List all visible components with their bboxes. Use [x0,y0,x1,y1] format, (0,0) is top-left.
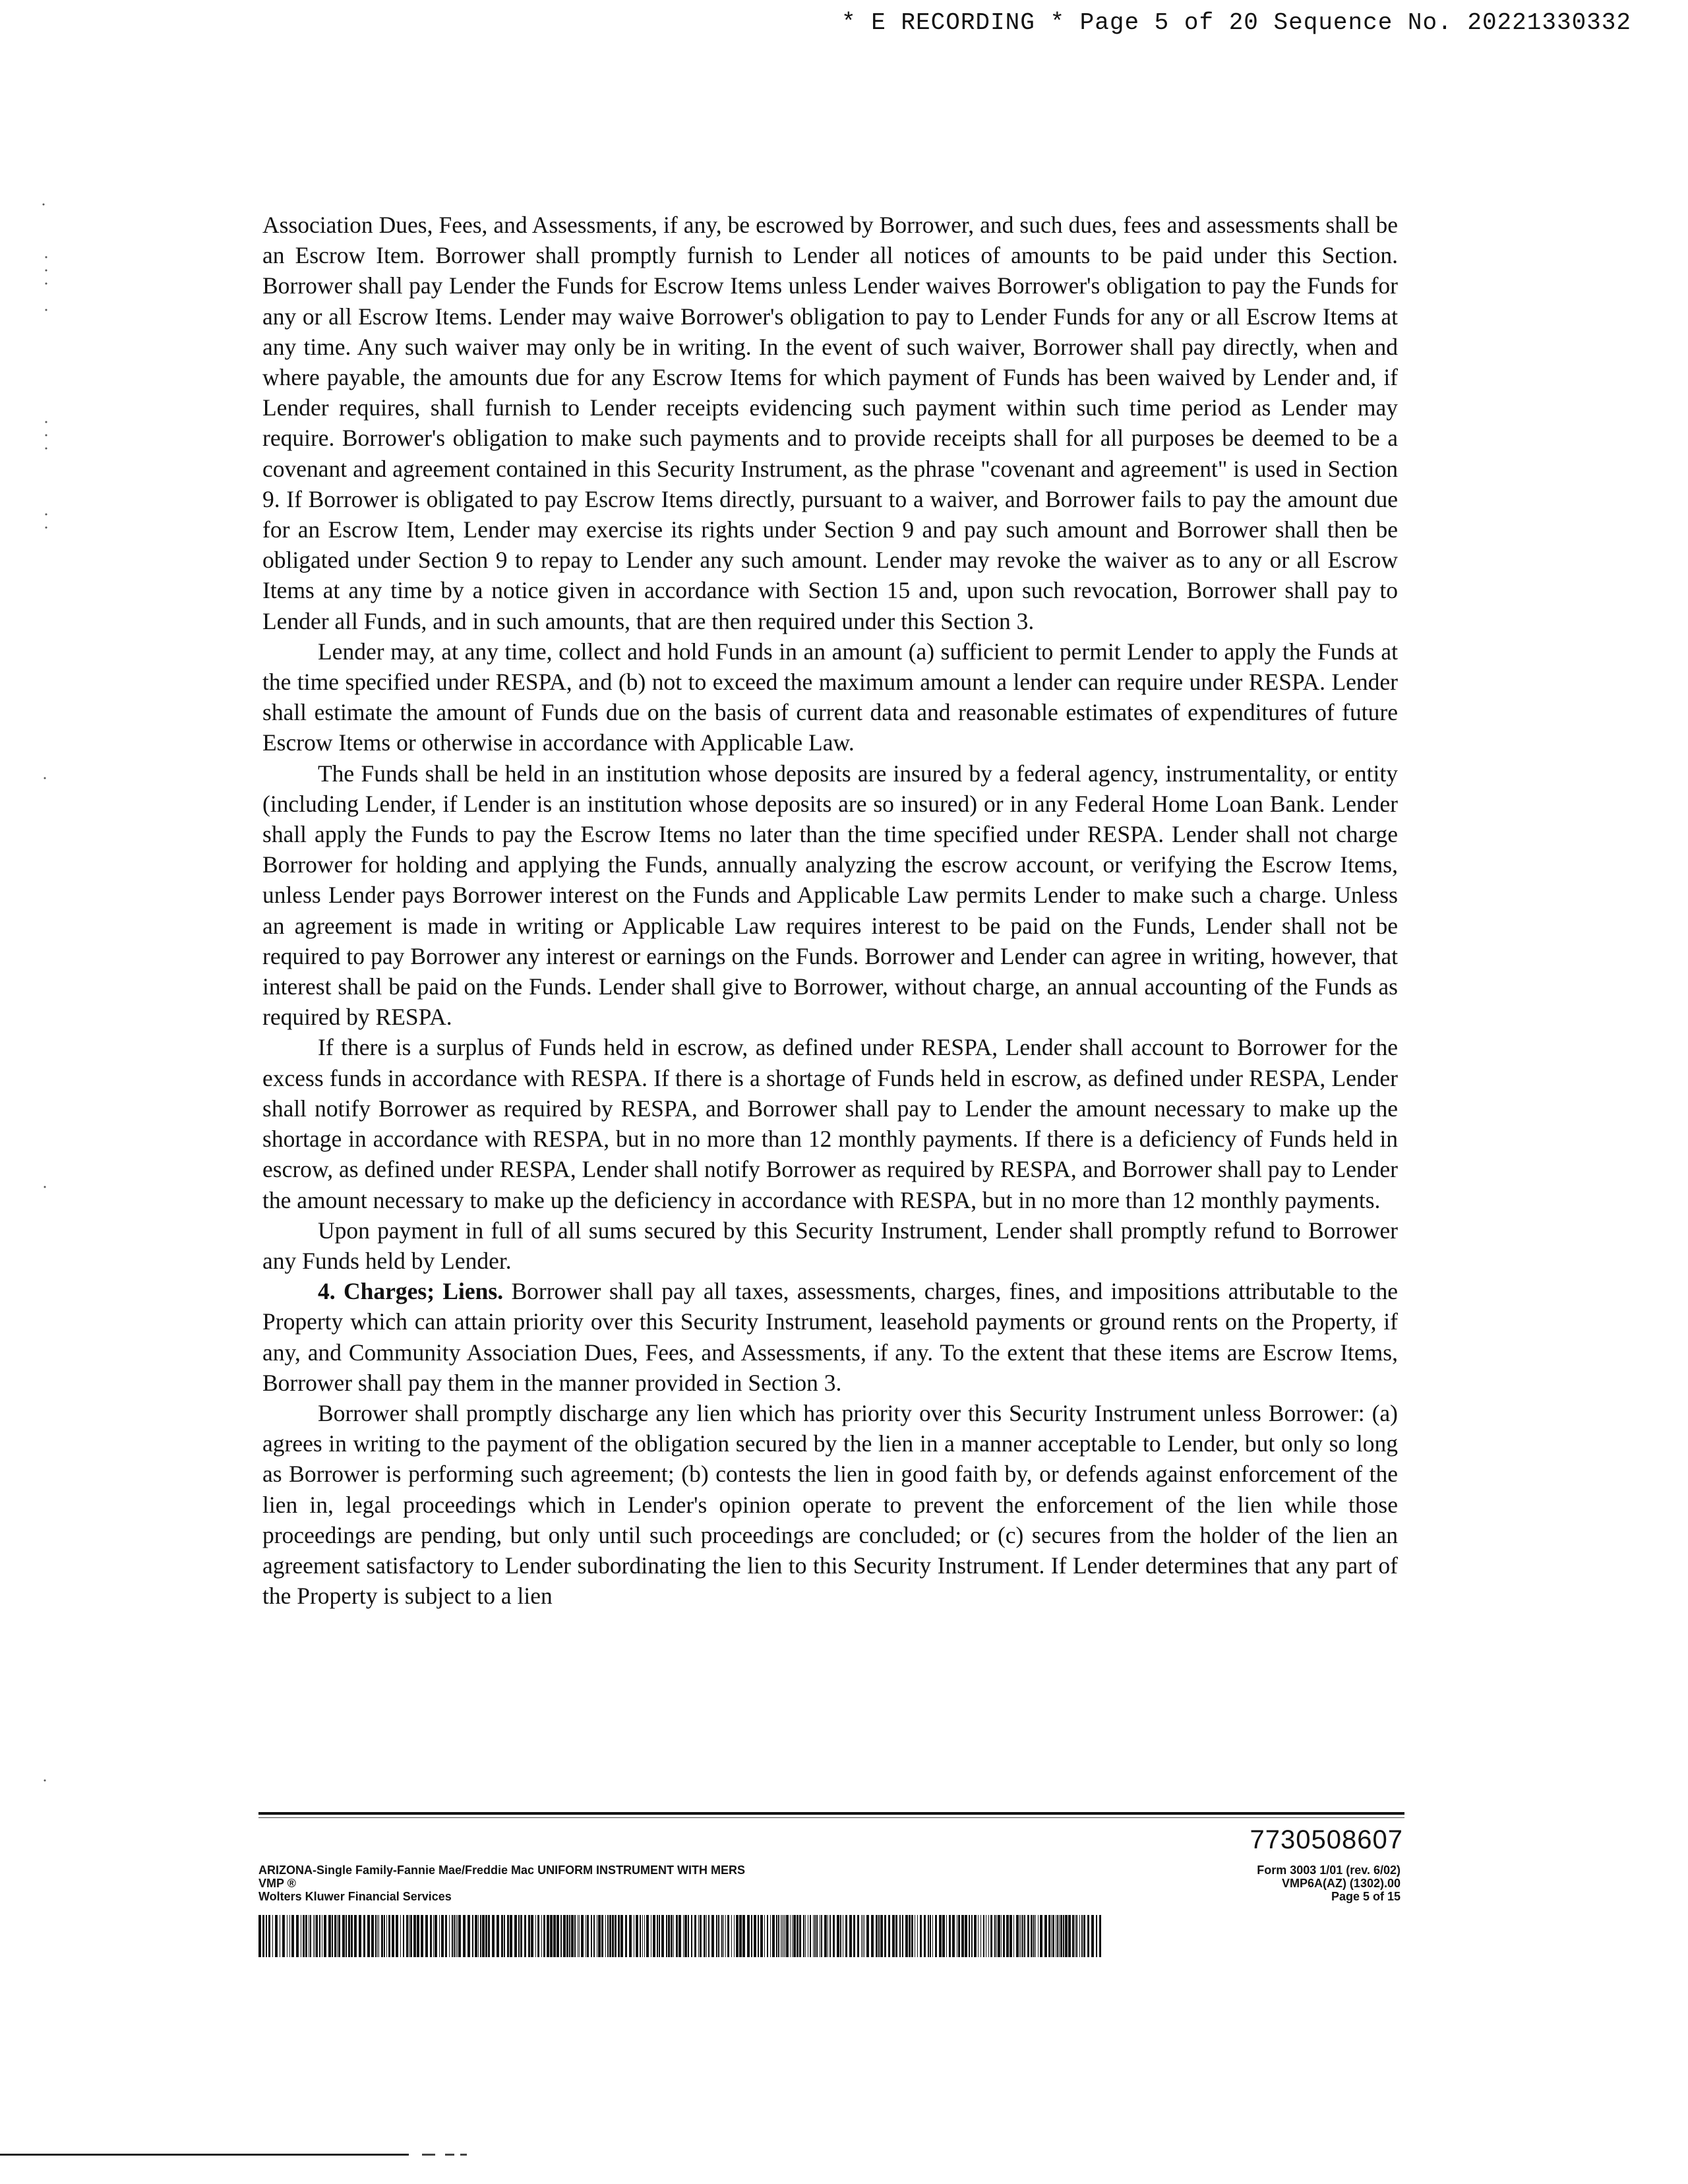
paragraph-escrow-waiver: Association Dues, Fees, and Assessments, if any, be escrowed by Borrower, and such dues, fees and assessments shall be an Escrow Item. Borrower shall promptly furnish to Lender all notices of amounts to be paid under this Section. Borrower shall pay Lender the Funds for Escrow Items unless Lender waives Borrower's obligation to pay the Funds for any or all Escrow Items. Lender may waive Borrower's obligation to pay to Lender Funds for any or all Escrow Items at any time. Any such waiver may only be in writing. In the event of such waiver, Borrower shall pay directly, when and where payable, the amounts due for any Escrow Items for which payment of Funds has been waived by Lender and, if Lender requires, shall furnish to Lender receipts evidencing such payment within such time period as Lender may require. Borrower's obligation to make such payments and to provide receipts shall for all purposes be deemed to be a covenant and agreement contained in this Security Instrument, as the phrase "covenant and agreement" is used in Section 9. If Borrower is obligated to pay Escrow Items directly, pursuant to a waiver, and Borrower fails to pay the amount due for an Escrow Item, Lender may exercise its rights under Section 9 and pay such amount and Borrower shall then be obligated under Section 9 to repay to Lender any such amount. Lender may revoke the waiver as to any or all Escrow Items at any time by a notice given in accordance with Section 15 and, upon such revocation, Borrower shall pay to Lender all Funds, and in such amounts, that are then required under this Section 3. [262,212,1398,634]
paragraph-refund: Upon payment in full of all sums secured by this Security Instrument, Lender shall promptly refund to Borrower any Funds held by Lender. [262,1217,1398,1274]
loan-number: 7730508607 [1250,1825,1403,1854]
footer-divider-thin [258,1817,1404,1818]
paragraph-discharge-lien: Borrower shall promptly discharge any lien which has priority over this Security Instrument unless Borrower: (a) agrees in writing to the payment of the obligation secured by the lien in a manner acceptable to Lender, but only so long as Borrower is performing such agreement; (b) contests the lien in good faith by, or defends against enforcement of the lien in, legal proceedings which in Lender's opinion operate to prevent the enforcement of the lien while those proceedings are pending, but only until such proceedings are concluded; or (c) secures from the holder of the lien an agreement satisfactory to Lender subordinating the lien to this Security Instrument. If Lender determines that any part of the Property is subject to a lien [262,1399,1398,1610]
form-code: VMP6A(AZ) (1302).00 [1281,1877,1401,1890]
document-body [262,210,1398,1611]
form-number: Form 3003 1/01 (rev. 6/02) [1257,1864,1401,1877]
form-description [258,1864,745,1903]
paragraph-surplus-shortage: If there is a surplus of Funds held in escrow, as defined under RESPA, Lender shall account to Borrower for the excess funds in accordance with RESPA. If there is a shortage of Funds held in escrow, as defined under RESPA, Lender shall notify Borrower as required by RESPA, and Borrower shall pay to Lender the amount necessary to make up the shortage in accordance with RESPA, but in no more than 12 monthly payments. If there is a deficiency of Funds held in escrow, as defined under RESPA, Lender shall notify Borrower as required by RESPA, and Borrower shall pay to Lender the amount necessary to make up the deficiency in accordance with RESPA, but in no more than 12 monthly payments. [262,1034,1398,1213]
paragraph-funds-held: The Funds shall be held in an institution whose deposits are insured by a federal agency, instrumentality, or entity (including Lender, if Lender is an institution whose deposits are so insured) or in any Federal Home Loan Bank. Lender shall apply the Funds to pay the Escrow Items no later than the time specified under RESPA. Lender shall not charge Borrower for holding and applying the Funds, annually analyzing the escrow account, or verifying the Escrow Items, unless Lender pays Borrower interest on the Funds and Applicable Law permits Lender to make such a charge. Unless an agreement is made in writing or Applicable Law requires interest to be paid on the Funds, Lender shall not be required to pay Borrower any interest or earnings on the Funds. Borrower and Lender can agree in writing, however, that interest shall be paid on the Funds. Lender shall give to Borrower, without charge, an annual accounting of the Funds as required by RESPA. [262,760,1398,1031]
section-4-heading: 4. Charges; Liens. [318,1278,504,1305]
form-page-number: Page 5 of 15 [1331,1890,1401,1903]
section-4-text: Borrower shall pay all taxes, assessments, charges, fines, and impositions attributable to the Property which can attain priority over this Security Instrument, leasehold payments or ground rents on the Property, if any, and Community Association Dues, Fees, and Assessments, if any. To the extent that these items are Escrow Items, Borrower shall pay them in the manner provided in Section 3. [262,1278,1398,1396]
scan-margin-marks [40,198,53,1978]
recording-stamp: * E RECORDING * Page 5 of 20 Sequence No. 20221330332 [841,9,1631,36]
footer-divider [258,1812,1404,1815]
vmp-mark: VMP ® [258,1877,296,1890]
publisher-name: Wolters Kluwer Financial Services [258,1890,452,1903]
scan-edge-line [0,2154,469,2156]
barcode [258,1915,1104,1957]
form-identifier [1257,1864,1401,1903]
form-title: ARIZONA-Single Family-Fannie Mae/Freddie Mac UNIFORM INSTRUMENT WITH MERS [258,1864,746,1877]
paragraph-section-4 [262,1276,1398,1398]
paragraph-collect-funds: Lender may, at any time, collect and hold Funds in an amount (a) sufficient to permit Lender to apply the Funds at the time specified under RESPA, and (b) not to exceed the maximum amount a lender can require under RESPA. Lender shall estimate the amount of Funds due on the basis of current data and reasonable estimates of expenditures of future Escrow Items or otherwise in accordance with Applicable Law. [262,638,1398,756]
